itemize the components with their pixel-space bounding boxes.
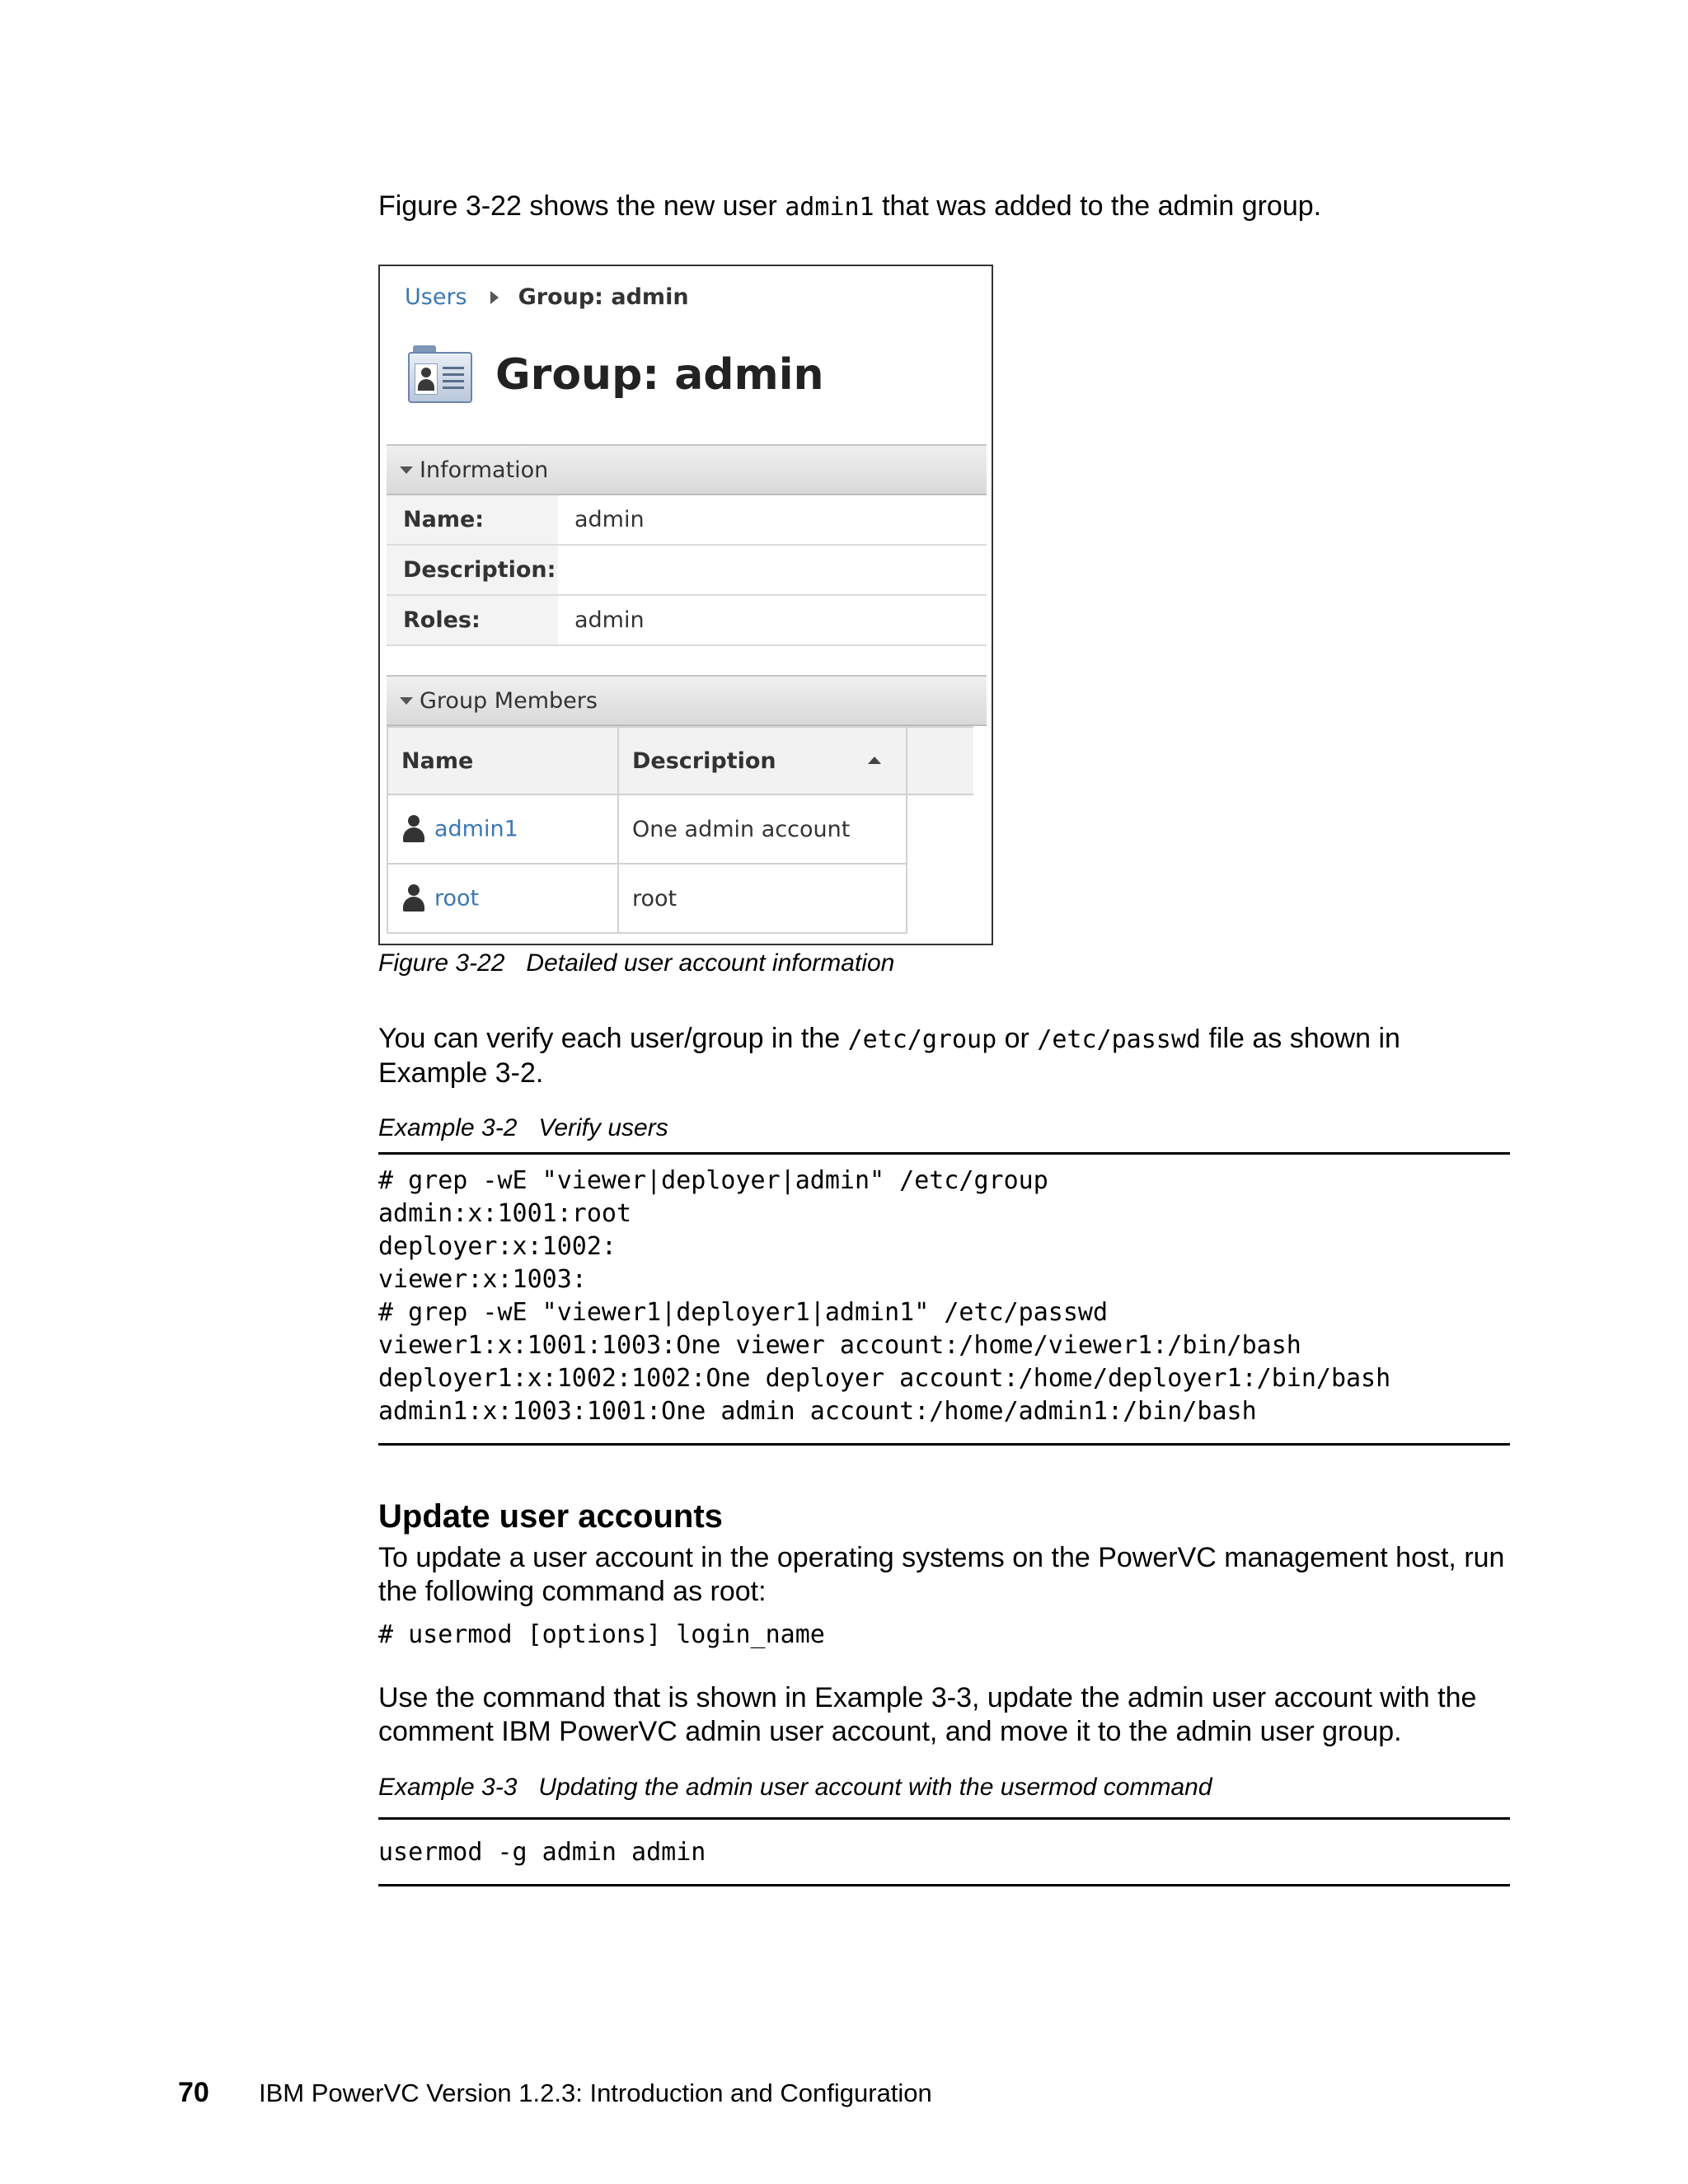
member-name-link[interactable]: root	[434, 885, 480, 912]
page-footer	[178, 2077, 932, 2109]
verify-code-passwd: /etc/passwd	[1037, 1025, 1201, 1054]
info-label: Description:	[387, 545, 558, 595]
collapse-triangle-icon[interactable]	[400, 466, 413, 474]
information-table	[387, 495, 987, 646]
information-section-header[interactable]	[387, 444, 987, 495]
user-icon	[401, 884, 426, 912]
breadcrumb-current: Group: admin	[518, 284, 689, 310]
information-section-label: Information	[420, 457, 549, 483]
members-header-row	[387, 727, 973, 794]
column-header-name[interactable]	[387, 727, 618, 794]
table-row	[387, 794, 973, 864]
use-command-paragraph: Use the command that is shown in Example 3-3, update the admin user account with the comment IBM PowerVC admin user account, and move it to the admin user group.	[378, 1682, 1477, 1747]
book-title: IBM PowerVC Version 1.2.3: Introduction and Configuration	[259, 2079, 932, 2107]
filler-cell	[907, 794, 973, 864]
code-line: deployer1:x:1002:1002:One deployer account:/home/deployer1:/bin/bash	[378, 1364, 1391, 1393]
example-caption-label: Example 3-2	[378, 1114, 518, 1141]
example-3-2-caption	[378, 1114, 668, 1142]
verify-code-group: /etc/group	[847, 1025, 997, 1054]
update-paragraph: To update a user account in the operating systems on the PowerVC management host, run the following command as root:	[378, 1542, 1505, 1607]
usermod-command: # usermod [options] login_name	[378, 1620, 825, 1649]
breadcrumb	[405, 284, 689, 310]
column-header-description-label: Description	[632, 748, 776, 774]
section-heading-update-user-accounts: Update user accounts	[378, 1498, 723, 1535]
figure-caption-text: Detailed user account information	[526, 949, 895, 977]
intro-paragraph	[378, 190, 1510, 224]
group-members-section-header[interactable]	[387, 675, 987, 726]
info-value	[558, 545, 987, 595]
code-line: viewer1:x:1001:1003:One viewer account:/home/viewer1:/bin/bash	[378, 1331, 1301, 1360]
collapse-triangle-icon[interactable]	[400, 697, 413, 705]
filler-cell	[907, 864, 973, 933]
info-value: admin	[558, 595, 987, 645]
breadcrumb-users-link[interactable]: Users	[405, 284, 467, 310]
member-name-cell	[387, 864, 618, 933]
user-group-card-icon	[405, 342, 474, 408]
column-header-filler	[907, 727, 973, 794]
info-row-roles	[387, 595, 987, 645]
example-3-3-code-block	[378, 1817, 1510, 1886]
user-icon	[401, 815, 426, 843]
breadcrumb-arrow-icon	[490, 291, 499, 304]
column-header-name-label: Name	[401, 748, 474, 774]
page-number: 70	[178, 2077, 209, 2108]
verify-text-before: You can verify each user/group in the	[378, 1023, 848, 1054]
verify-paragraph	[378, 1022, 1510, 1090]
info-row-name	[387, 495, 987, 545]
example-3-3-caption	[378, 1774, 1212, 1802]
code-line: admin:x:1001:root	[378, 1199, 632, 1228]
code-line: # grep -wE "viewer1|deployer1|admin1" /etc/passwd	[378, 1298, 1109, 1327]
group-members-table	[387, 726, 973, 934]
code-line: # grep -wE "viewer|deployer|admin" /etc/group	[378, 1166, 1048, 1195]
figure-group-admin-screenshot	[378, 265, 993, 945]
info-label: Roles:	[387, 595, 558, 645]
example-caption-title: Updating the admin user account with the usermod command	[538, 1774, 1212, 1801]
figure-caption	[378, 949, 894, 977]
verify-text-after: file as shown in Example 3-2.	[378, 1023, 1400, 1089]
code-line: deployer:x:1002:	[378, 1232, 617, 1261]
member-name-link[interactable]: admin1	[434, 816, 518, 842]
example-3-2-code-block	[378, 1152, 1510, 1446]
group-header	[405, 342, 824, 408]
verify-text-middle: or	[996, 1023, 1038, 1054]
example-caption-title: Verify users	[538, 1114, 668, 1141]
info-row-description	[387, 545, 987, 595]
table-row	[387, 864, 973, 933]
member-description-cell: One admin account	[618, 794, 907, 864]
intro-code: admin1	[785, 193, 874, 222]
group-title: Group: admin	[495, 350, 824, 400]
figure-caption-label: Figure 3-22	[378, 949, 505, 977]
code-line: admin1:x:1003:1001:One admin account:/home/admin1:/bin/bash	[378, 1397, 1257, 1426]
member-description-cell: root	[618, 864, 907, 933]
code-line: viewer:x:1003:	[378, 1265, 587, 1294]
column-header-description[interactable]	[618, 727, 907, 794]
code-line: usermod -g admin admin	[378, 1838, 706, 1867]
sort-ascending-icon[interactable]	[868, 757, 881, 764]
info-label: Name:	[387, 495, 558, 545]
group-members-section-label: Group Members	[420, 687, 598, 714]
intro-text-after: that was added to the admin group.	[874, 190, 1322, 222]
example-caption-label: Example 3-3	[378, 1774, 518, 1801]
info-value: admin	[558, 495, 987, 545]
member-name-cell	[387, 794, 618, 864]
intro-text-before: Figure 3-22 shows the new user	[378, 190, 785, 222]
